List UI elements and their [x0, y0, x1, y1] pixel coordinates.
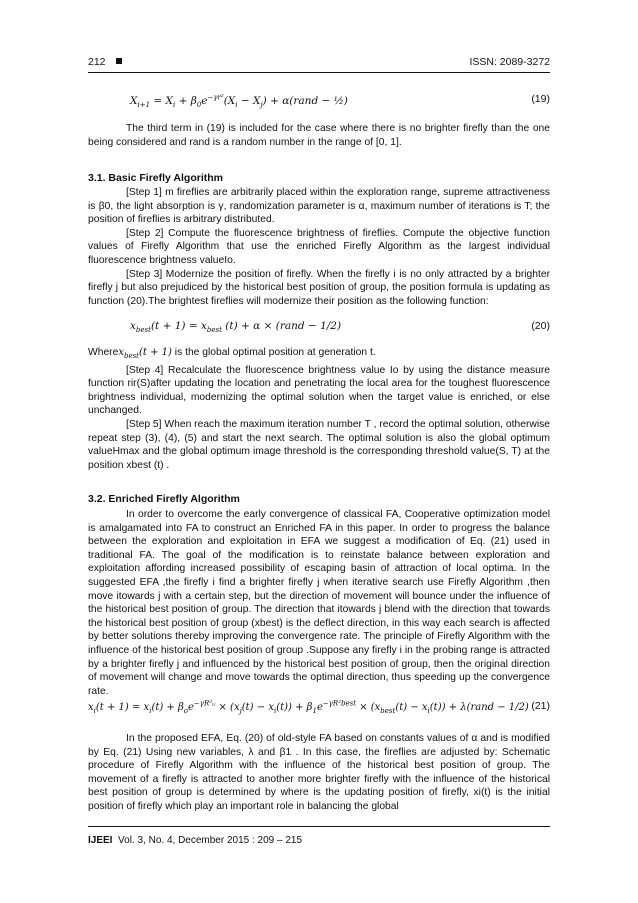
header-rule: [88, 72, 550, 73]
equation-19: $X_{i+1} = X_i + \beta_0e^{-\gamma r^2}(X_i - X_j)$ + α(rand − ½) (19): [130, 93, 550, 109]
page-number: 212: [88, 56, 122, 68]
paragraph-after-eq19: The third term in (19) is included for the case where there is no brighter firefly than the one being considered and rand is a random number in the range of [0, 1].: [88, 123, 550, 148]
step-2: [Step 2] Compute the fluorescence brightness of fireflies. Compute the objective function values of Firefly Algorithm that use the enriched Firefly Algorithm as the largest individual fluorescence brightness valueIo.: [88, 227, 550, 266]
section-3-2-para-1: In order to overcome the early convergence of classical FA, Cooperative optimization model is amalgamated into FA to construct an Enriched FA in this paper. In order to progress the balance between the exploration and exploitation in EFA we suggest a modification of Eq. (21) used in traditional FA. The goal of the modification is to reinstate balance between exploration and exploitation affording increased possibility of escaping basin of attraction of local optima. In the suggested EFA ,the firefly i find a brighter firefly j when iterative search use Firefly Algorithm ,then move itowards j with a certain step, but the direction of movement will bounce under the influence of the historical best position of group. The direction that itowards j blend with the direction that towards the historical best position of group (xbest) is the deflect direction, in this way each search is affected by better solutions thereby improving the convergence rate. The principle of Firefly Algorithm with the influence of the historical best position of group .Suppose any firefly i in the probing range is attracted by a brighter firefly j and influenced by the historical best position of group, then the original direction of movement will change and move towards the optimal direction, thus speeding up the convergence rate.: [88, 509, 550, 697]
step-5: [Step 5] When reach the maximum iteration number T , record the optimal solution, otherwise repeat step (3), (4), (5) and start the next search. The optimal solution is also the global optimum valueHmax and the global optimum image threshold is the corresponding threshold value(S, T) at the position xbest (t) .: [88, 418, 550, 471]
square-bullet-icon: [116, 58, 122, 64]
section-3-1-continued: [88, 346, 550, 472]
step-3: [Step 3] Modernize the position of firefly. When the firefly i is no only attracted by a brighter firefly j but also prejudiced by the historical best position of group, the position formula is updating as function (20).The brightest fireflies will modernize their position as the following function:: [88, 268, 550, 307]
where-20: Wherex$_{best}$(t + 1) is the global optimal position at generation t.: [88, 347, 376, 360]
equation-number-19: (19): [531, 93, 550, 105]
page-header: [88, 52, 550, 70]
equation-20: $x_{best}(t + 1) = x_{best}$ (t) + α × (rand − 1/2) (20): [130, 320, 550, 335]
step-4: [Step 4] Recalculate the fluorescence brightness value Io by using the distance measure function rir(S)after updating the location and penetrating the local area for the toughest fluorescence brightness individual, modernizing the optimal solution when the target value is enriched, or else unchanged.: [88, 364, 550, 417]
page-footer: [88, 826, 550, 846]
step-1: [Step 1] m fireflies are arbitrarily placed within the exploration range, supreme attractiveness is β0, the light absorption is γ, randomization parameter is α, maximum number of iterations is T; the position of fireflies is arbitrary distributed.: [88, 187, 550, 226]
section-3-2-para-2: In the proposed EFA, Eq. (20) of old-style FA based on constants values of α and is modified by Eq. (21) Using new variables, λ and β1 . In this case, the fireflies are adjusted by: Schematic procedure of Firefly Algorithm with the influence of the historical best position of group. The movement of a firefly is attracted to another more brighter firefly with the influence of the historical best position of group is determined by where is the updating position of firefly, xi(t) is the initial position of firefly which play an important role in balancing the global: [88, 733, 550, 812]
section-3-1-steps: [88, 186, 550, 308]
section-heading-3-2: 3.2. Enriched Firefly Algorithm: [88, 493, 240, 505]
equation-number-20: (20): [531, 320, 550, 332]
equation-number-21: (21): [531, 700, 550, 712]
equation-21: $x_i(t + 1) = x_i(t) + \beta_oe^{-\gamma R^2ᵢⱼ} \times (x_j(t) - x_i(t)) + \beta_1e^{-\gamma R^2best} \times (x_{best}(t) - x_i(t))$ + λ(rand − 1/2) (21): [88, 700, 550, 716]
footer-citation: IJEEI Vol. 3, No. 4, December 2015 : 209 – 215: [88, 835, 303, 846]
section-heading-3-1: 3.1. Basic Firefly Algorithm: [88, 172, 223, 184]
issn: ISSN: 2089-3272: [469, 56, 550, 68]
